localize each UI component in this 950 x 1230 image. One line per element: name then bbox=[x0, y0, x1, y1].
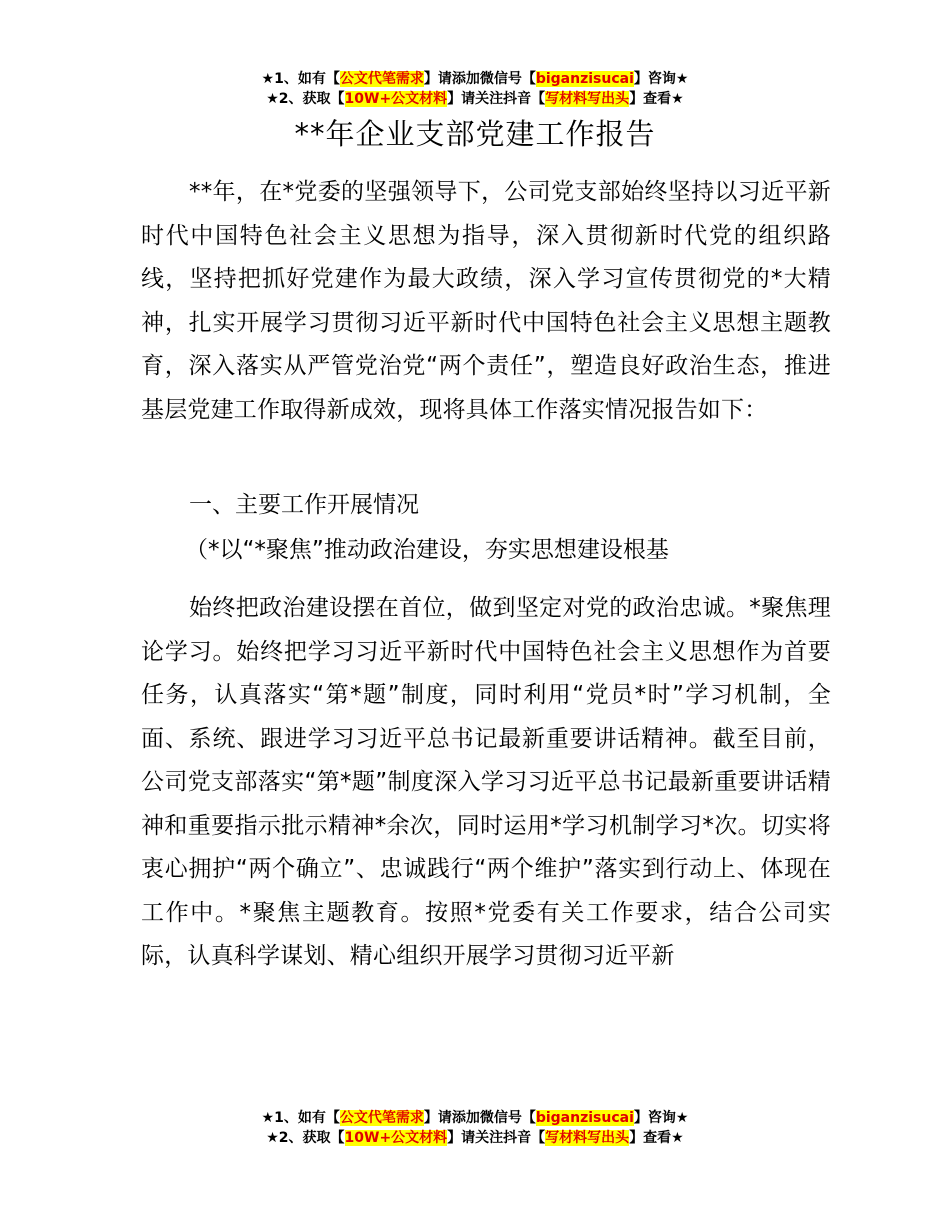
body-text: 始终把政治建设摆在首位，做到坚定对党的政治忠诚。*聚焦理论学习。始终把学习习近平新时代中国特色社会主义思想作为首要任务，认真落实“第*题”制度，同时利用“党员*时”学习机制，全面、系统、跟进学习习近平总书记最新重要讲话精神。截至目前，公司党支部落实“第*题”制度深入学习习近平总书记最新重要讲话精神和重要指示批示精神*余次，同时运用*学习机制学习*次。切实将衷心拥护“两个确立”、忠诚践行“两个维护”落实到行动上、体现在工作中。*聚焦主题教育。按照*党委有关工作要求，结合公司实际，认真科学谋划、精心组织开展学习贯彻习近平新 bbox=[141, 595, 831, 969]
intro-paragraph bbox=[141, 171, 831, 432]
banner-line-1: ★1、如有【公文代笔需求】请添加微信号【biganzisucai】咨询★ bbox=[261, 1110, 689, 1126]
document-title: **年企业支部党建工作报告 bbox=[294, 117, 656, 151]
banner-highlight: 公文代笔需求 bbox=[339, 1110, 424, 1126]
banner-highlight: 10W+公文材料 bbox=[344, 1130, 448, 1146]
header-banner bbox=[0, 69, 950, 109]
banner-highlight: 写材料写出头 bbox=[545, 1130, 630, 1146]
banner-line-2: ★2、获取【10W+公文材料】请关注抖音【写材料写出头】查看★ bbox=[266, 1130, 684, 1146]
banner-line-1: ★1、如有【公文代笔需求】请添加微信号【biganzisucai】咨询★ bbox=[261, 71, 689, 87]
footer-banner bbox=[0, 1108, 950, 1148]
body-paragraph bbox=[141, 587, 831, 979]
banner-highlight: 公文代笔需求 bbox=[339, 71, 424, 87]
banner-highlight: 写材料写出头 bbox=[545, 91, 630, 107]
banner-highlight: biganzisucai bbox=[535, 71, 634, 87]
banner-highlight: 10W+公文材料 bbox=[344, 91, 448, 107]
subsection-heading: （*以“*聚焦”推动政治建设，夯实思想建设根基 bbox=[185, 537, 669, 563]
section-heading: 一、主要工作开展情况 bbox=[189, 492, 419, 518]
intro-text: **年，在*党委的坚强领导下，公司党支部始终坚持以习近平新时代中国特色社会主义思想为指导，深入贯彻新时代党的组织路线，坚持把抓好党建作为最大政绩，深入学习宣传贯彻党的*大精神，扎实开展学习贯彻习近平新时代中国特色社会主义思想主题教育，深入落实从严管党治党“两个责任”，塑造良好政治生态，推进基层党建工作取得新成效，现将具体工作落实情况报告如下： bbox=[141, 179, 831, 423]
banner-line-2: ★2、获取【10W+公文材料】请关注抖音【写材料写出头】查看★ bbox=[266, 91, 684, 107]
banner-highlight: biganzisucai bbox=[535, 1110, 634, 1126]
